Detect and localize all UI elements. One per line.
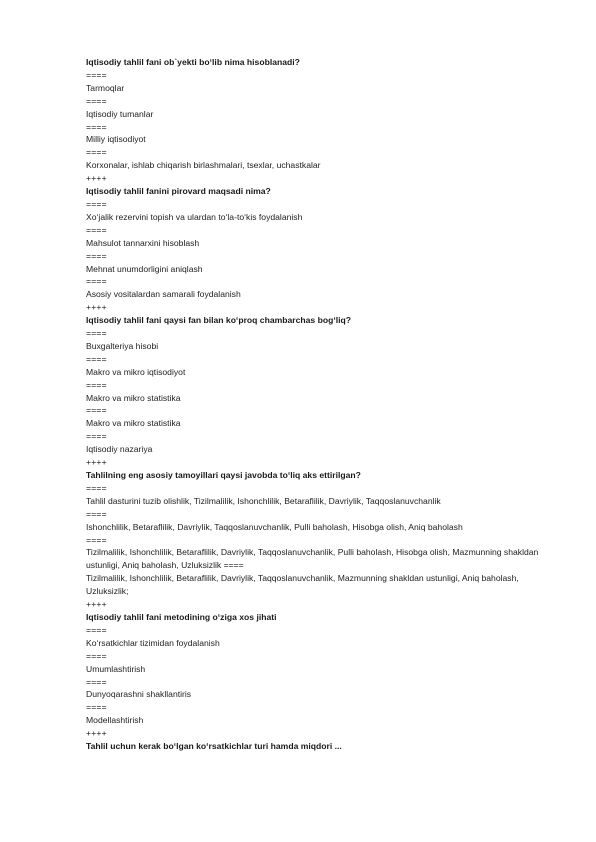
question-text: Iqtisodiy tahlil fanini pirovard maqsadi nima? [86, 186, 271, 197]
question-text: Iqtisodiy tahlil fani qaysi fan bilan ko‘proq chambarchas bog‘liq? [86, 315, 352, 326]
separator-line: ==== [86, 147, 107, 158]
separator-line: ==== [86, 534, 107, 545]
separator-line: ++++ [86, 173, 107, 184]
separator-line: ==== [86, 624, 107, 635]
separator-line: ==== [86, 69, 107, 80]
separator-line: ++++ [86, 302, 107, 313]
answer-option-text: Mahsulot tannarxini hisoblash [86, 237, 200, 248]
separator-line: ==== [86, 431, 107, 442]
separator-line: ==== [86, 702, 107, 713]
answer-option-text: Ishonchlilik, Betaraflilik, Davriylik, Taqqoslanuvchanlik, Pulli baholash, Hisobga olish, Aniq baholash [86, 521, 463, 532]
separator-line: ==== [86, 508, 107, 519]
answer-option-text: Iqtisodiy nazariya [86, 444, 153, 455]
separator-line: ==== [86, 328, 107, 339]
separator-line: ==== [86, 482, 107, 493]
separator-line: ==== [86, 379, 107, 390]
separator-line: ==== [86, 650, 107, 661]
answer-option-text: Asosiy vositalardan samarali foydalanish [86, 289, 241, 300]
question-text: Iqtisodiy tahlil fani ob`yekti bo‘lib nima hisoblanadi? [86, 57, 300, 67]
answer-option-text: Tahlil dasturini tuzib olishlik, Tizilmalilik, Ishonchlilik, Betaraflilik, Davriylik, Taqqoslanuvchanlik [86, 495, 441, 506]
answer-option-text: Makro va mikro statistika [86, 392, 181, 403]
separator-line: ++++ [86, 728, 107, 739]
question-text: Tahlilning eng asosiy tamoyillari qaysi javobda to‘liq aks ettirilgan? [86, 470, 361, 480]
separator-line: ==== [86, 250, 107, 261]
separator-line: ==== [86, 276, 107, 287]
separator-line: ++++ [86, 599, 107, 610]
separator-line: ==== [86, 121, 107, 132]
answer-option-text: Ko‘rsatkichlar tizimidan foydalanish [86, 637, 220, 648]
answer-option-text: Tizilmalilik, Ishonchlilik, Betaraflilik, Davriylik, Taqqoslanuvchanlik, Pulli baholash, Hisobga olish, Mazmunning shakldan ustunligi, Aniq baholash, Uzluksizlik ==== [86, 547, 539, 571]
answer-option-text: Dunyoqarashni shakllantiris [86, 689, 192, 700]
answer-option-text: Modellashtirish [86, 715, 144, 726]
separator-line: ++++ [86, 457, 107, 468]
question-text: Tahlil uchun kerak bo‘lgan ko‘rsatkichlar turi hamda miqdori ... [86, 741, 342, 752]
document-page [86, 56, 556, 753]
answer-option-text: Korxonalar, ishlab chiqarish birlashmalari, tsexlar, uchastkalar [86, 160, 321, 171]
answer-option-text: Buxgalteriya hisobi [86, 340, 159, 351]
answer-option-text: Xo‘jalik rezervini topish va ulardan to‘la-to‘kis foydalanish [86, 211, 303, 222]
question-text: Iqtisodiy tahlil fani metodining o‘ziga xos jihati [86, 611, 277, 622]
answer-option-text: Mehnat unumdorligini aniqlash [86, 263, 203, 274]
answer-option-text: Tarmoqlar [86, 82, 125, 93]
separator-line: ==== [86, 198, 107, 209]
answer-option-text: Tizilmalilik, Ishonchlilik, Betaraflilik, Davriylik, Taqqoslanuvchanlik, Mazmunning shakldan ustunligi, Aniq baholash, Uzluksizlik; [86, 573, 519, 597]
separator-line: ==== [86, 353, 107, 364]
separator-line: ==== [86, 224, 107, 235]
answer-option-text: Milliy iqtisodiyot [86, 134, 146, 145]
answer-option-text: Iqtisodiy tumanlar [86, 108, 154, 119]
separator-line: ==== [86, 95, 107, 106]
answer-option-text: Makro va mikro statistika [86, 418, 181, 429]
separator-line: ==== [86, 676, 107, 687]
answer-option-text: Makro va mikro iqtisodiyot [86, 366, 186, 377]
separator-line: ==== [86, 405, 107, 416]
answer-option-text: Umumlashtirish [86, 663, 146, 674]
